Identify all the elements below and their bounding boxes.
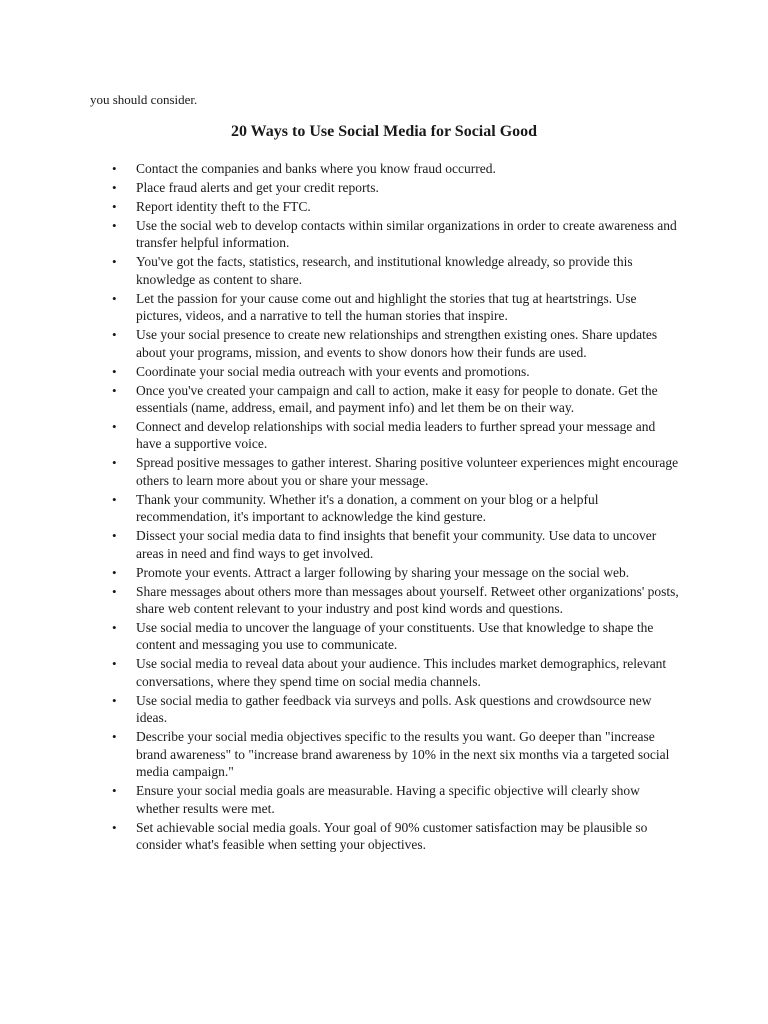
- list-item: [0, 382, 681, 417]
- list-item-text: Once you've created your campaign and call to action, make it easy for people to donate. Get the essentials (name, address, email, and payment info) and let them be on their way.: [136, 382, 658, 416]
- bullet-icon: •: [112, 419, 117, 435]
- list-item-text: Use social media to reveal data about your audience. This includes market demographics, relevant conversations, where they spend time on social media channels.: [136, 656, 667, 689]
- list-item-text: Use your social presence to create new relationships and strengthen existing ones. Share updates about your programs, mission, and events to show donors how their funds are used.: [136, 327, 658, 360]
- list-item: [0, 418, 681, 453]
- list-item-text: Ensure your social media goals are measurable. Having a specific objective will clearly show whether results were met.: [136, 783, 640, 816]
- list-item-text: Coordinate your social media outreach with your events and promotions.: [136, 363, 530, 379]
- list-item: [0, 583, 681, 618]
- list-item: [0, 728, 681, 780]
- bullet-icon: •: [112, 564, 117, 580]
- list-item-text: Thank your community. Whether it's a donation, a comment on your blog or a helpful recommendation, it's important to acknowledge the kind gesture.: [136, 491, 599, 525]
- list-item: [0, 290, 681, 325]
- list-item-text: Use the social web to develop contacts within similar organizations in order to create awareness and transfer helpful information.: [136, 218, 677, 251]
- list-item-text: Spread positive messages to gather interest. Sharing positive volunteer experiences might encourage others to learn more about you or share your message.: [136, 455, 679, 488]
- list-item: [0, 491, 681, 526]
- bullet-icon: •: [112, 583, 117, 599]
- bullet-icon: •: [112, 327, 117, 343]
- list-item-text: Contact the companies and banks where you know fraud occurred.: [136, 161, 496, 176]
- list-item-text: Use social media to uncover the language of your constituents. Use that knowledge to shape the content and messaging you use to communicate.: [136, 620, 654, 653]
- bullet-icon: •: [112, 692, 117, 708]
- list-item-text: Place fraud alerts and get your credit reports.: [136, 180, 379, 195]
- bullet-icon: •: [112, 180, 117, 195]
- bullet-icon: •: [112, 218, 117, 233]
- bullet-icon: •: [112, 199, 117, 214]
- list-item: [0, 692, 681, 727]
- list-item-text: Dissect your social media data to find insights that benefit your community. Use data to uncover areas in need and find ways to get involved.: [136, 528, 657, 561]
- list-item-text: Promote your events. Attract a larger following by sharing your message on the social web.: [136, 564, 630, 580]
- list-item: [0, 619, 681, 654]
- bullet-icon: •: [112, 620, 117, 636]
- list-item: [0, 454, 681, 489]
- intro-text: you should consider.: [90, 92, 198, 107]
- list-item-text: Let the passion for your cause come out and highlight the stories that tug at heartstrings. Use pictures, videos, and a narrative to tell the human stories that inspire.: [136, 290, 637, 324]
- bullet-icon: •: [112, 656, 117, 672]
- bullet-icon: •: [112, 382, 117, 398]
- list-item: [0, 253, 681, 288]
- list-item-text: Connect and develop relationships with social media leaders to further spread your message and have a supportive voice.: [136, 419, 656, 452]
- list-item: [0, 198, 681, 215]
- list-item: [0, 527, 681, 562]
- list-item-text: Use social media to gather feedback via surveys and polls. Ask questions and crowdsource new ideas.: [136, 692, 652, 726]
- bullet-list: [0, 160, 768, 855]
- bullet-icon: •: [112, 161, 117, 176]
- bullet-icon: •: [112, 254, 117, 270]
- list-item-text: You've got the facts, statistics, research, and institutional knowledge already, so provide this knowledge as content to share.: [136, 254, 633, 287]
- bullet-icon: •: [112, 290, 117, 306]
- list-item: [0, 363, 681, 380]
- bullet-icon: •: [112, 819, 117, 835]
- list-item: [0, 819, 681, 854]
- list-item: [0, 564, 681, 581]
- list-item: [0, 655, 681, 690]
- list-item: [0, 179, 681, 196]
- list-item-text: Share messages about others more than messages about yourself. Retweet other organizations' posts, share web content relevant to your industry and post kind words and questions.: [136, 583, 679, 617]
- list-item: [0, 326, 681, 361]
- bullet-icon: •: [112, 729, 117, 745]
- list-item-text: Set achievable social media goals. Your goal of 90% customer satisfaction may be plausible so consider what's feasible when setting your objectives.: [136, 819, 648, 852]
- list-item: [0, 782, 681, 817]
- bullet-icon: •: [112, 528, 117, 544]
- list-item: [0, 217, 681, 252]
- document-title: 20 Ways to Use Social Media for Social Good: [230, 123, 538, 140]
- bullet-icon: •: [112, 363, 117, 379]
- list-item-text: Describe your social media objectives specific to the results you want. Go deeper than "increase brand awareness" to "increase brand awareness by 10% in the next six months via a targeted social media campaign.": [136, 729, 670, 780]
- bullet-icon: •: [112, 455, 117, 471]
- bullet-icon: •: [112, 783, 117, 799]
- bullet-icon: •: [112, 491, 117, 507]
- list-item: [0, 160, 681, 177]
- list-item-text: Report identity theft to the FTC.: [136, 199, 311, 214]
